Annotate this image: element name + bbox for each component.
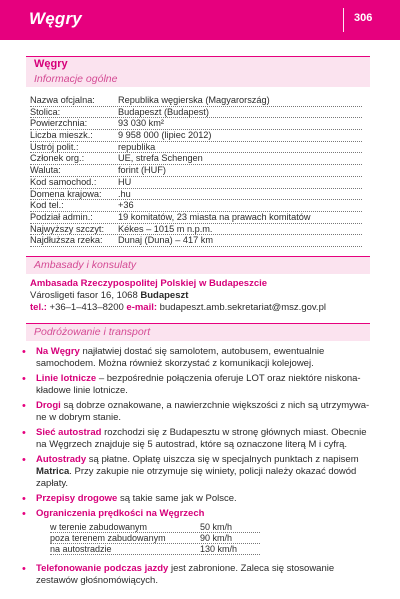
speed-limit-row xyxy=(50,533,260,544)
info-value: Budapeszt (Budapest) xyxy=(118,106,209,117)
info-row xyxy=(30,130,362,142)
info-row xyxy=(30,177,362,189)
info-label: Waluta: xyxy=(30,165,61,176)
bullet-highlight-2: Matrica xyxy=(36,466,70,477)
embassy-box xyxy=(26,256,370,274)
bullet-text: są dobrze oznakowane, a nawierzchnie większości z nich są utrzymywa-ne w dobrym stanie. xyxy=(36,400,370,423)
bullet-text: są płatne. Opłatę uiszcza się w specjalnych punktach z napisem xyxy=(86,454,359,465)
speed-limits-table xyxy=(50,522,260,555)
info-value: Republika węgierska (Magyarország) xyxy=(118,95,270,105)
bullet-icon: • xyxy=(22,454,26,466)
tel-value: +36–1–413–8200 xyxy=(46,302,127,313)
info-label: Domena krajowa: xyxy=(30,188,102,199)
transport-bullet xyxy=(22,373,372,397)
info-row xyxy=(30,165,362,177)
bullet-highlight: Na Węgry xyxy=(36,346,80,357)
address-city: Budapeszt xyxy=(140,290,189,301)
bullet-icon: • xyxy=(22,427,26,439)
info-value: 19 komitatów, 23 miasta na prawach komitatów xyxy=(118,211,311,222)
speed-limit-value: 90 km/h xyxy=(200,533,233,543)
info-row xyxy=(30,118,362,130)
info-label: Stolica: xyxy=(30,106,61,117)
info-label: Najwyższy szczyt: xyxy=(30,223,105,234)
bullet-text: – bezpośrednie połączenia oferuje LOT oraz niektóre niskona-kładowe linie lotnicze. xyxy=(36,373,361,396)
transport-bullet xyxy=(22,427,372,451)
info-row xyxy=(30,107,362,119)
bullet-icon: • xyxy=(22,493,26,505)
bullet-text: najłatwiej dostać się samolotem, autobusem, ewentualnie samochodem. Można również skorzystać z komunikacji kolejowej. xyxy=(36,346,325,369)
bullet-icon: • xyxy=(22,563,26,575)
info-label: Najdłuższa rzeka: xyxy=(30,235,103,246)
transport-bullet xyxy=(22,454,372,490)
transport-box xyxy=(26,323,370,341)
speed-limit-label: w terenie zabudowanym xyxy=(50,522,148,532)
info-value: republika xyxy=(118,141,156,152)
bullet-highlight: Przepisy drogowe xyxy=(36,493,118,504)
email-label: e-mail: xyxy=(126,302,158,313)
bullet-icon: • xyxy=(22,346,26,358)
info-row xyxy=(30,212,362,224)
transport-bullet xyxy=(22,346,372,370)
address-street: Városligeti fasor 16, 1068 xyxy=(30,290,141,301)
info-row xyxy=(30,200,362,212)
tel-label: tel.: xyxy=(30,302,47,313)
info-row xyxy=(30,142,362,154)
bullet-highlight: Linie lotnicze xyxy=(36,373,97,384)
page-number: 306 xyxy=(354,12,373,24)
bullet-text: są takie same jak w Polsce. xyxy=(117,493,237,504)
speed-limit-value: 50 km/h xyxy=(200,522,233,532)
bullet-icon: • xyxy=(22,508,26,520)
bullet-highlight: Sieć autostrad xyxy=(36,427,102,438)
info-label: Liczba mieszk.: xyxy=(30,130,93,141)
embassy-address xyxy=(30,290,370,302)
header-title: Węgry xyxy=(29,9,82,28)
transport-bullet xyxy=(22,508,372,555)
speed-limit-label: poza terenem zabudowanym xyxy=(50,533,166,543)
bullet-text-2: . Przy zakupie nie otrzymuje się winiety, policji należy okazać dowód zapłaty. xyxy=(36,466,357,489)
speed-limit-label: na autostradzie xyxy=(50,544,112,554)
info-value: .hu xyxy=(118,188,131,199)
info-label: Powierzchnia: xyxy=(30,118,88,129)
speed-limit-row xyxy=(50,544,260,555)
info-row xyxy=(30,235,362,247)
info-value: HU xyxy=(118,176,132,187)
info-value: forint (HUF) xyxy=(118,165,166,176)
speed-limit-row xyxy=(50,522,260,533)
general-info-box xyxy=(26,56,370,87)
info-label: Kod samochod.: xyxy=(30,176,97,187)
transport-bullet xyxy=(22,493,372,505)
info-row xyxy=(30,189,362,201)
info-value: +36 xyxy=(118,200,134,211)
bullet-highlight: Telefonowanie podczas jazdy xyxy=(36,563,169,574)
transport-list xyxy=(22,346,372,590)
info-label: Nazwa ofcjalna: xyxy=(30,95,95,105)
bullet-icon: • xyxy=(22,373,26,385)
info-row xyxy=(30,95,362,107)
email-value: budapeszt.amb.sekretariat@msz.gov.pl xyxy=(157,302,326,313)
info-row xyxy=(30,153,362,165)
transport-bullet xyxy=(22,400,372,424)
info-value: 9 958 000 (lipiec 2012) xyxy=(118,130,212,141)
embassy-contact xyxy=(30,302,370,314)
section-heading-embassies: Ambasady i konsulaty xyxy=(34,259,137,271)
info-label: Podział admin.: xyxy=(30,211,93,222)
info-value: 93 030 km² xyxy=(118,118,164,129)
embassy-name: Ambasada Rzeczypospolitej Polskiej w Budapeszcie xyxy=(30,278,268,289)
section-heading-general: Informacje ogólne xyxy=(34,73,118,85)
country-heading: Węgry xyxy=(34,58,68,70)
transport-bullet xyxy=(22,563,372,587)
bullet-icon: • xyxy=(22,400,26,412)
bullet-highlight: Drogi xyxy=(36,400,61,411)
info-value: Dunaj (Duna) – 417 km xyxy=(118,235,213,246)
page-header xyxy=(0,0,400,40)
speed-limit-value: 130 km/h xyxy=(200,544,238,554)
info-row xyxy=(30,224,362,236)
bullet-highlight: Ograniczenia prędkości na Węgrzech xyxy=(36,508,205,519)
header-separator xyxy=(343,8,344,32)
info-label: Kod tel.: xyxy=(30,200,64,211)
bullet-text: rozchodzi się z Budapesztu w stronę głównych miast. Obecnie na Węgrzech znajduje się 5 autostrad, które są oznaczone literą M i cyfrą. xyxy=(36,427,367,450)
info-value: Kékes – 1015 m n.p.m. xyxy=(118,223,213,234)
info-value: UE, strefa Schengen xyxy=(118,153,203,164)
info-label: Członek org.: xyxy=(30,153,85,164)
section-heading-transport: Podróżowanie i transport xyxy=(34,326,151,338)
info-table xyxy=(30,95,362,247)
bullet-highlight: Autostrady xyxy=(36,454,87,465)
bullet-text: jest zabronione. Zaleca się stosowanie zestawów głośnomówiących. xyxy=(36,563,335,586)
embassy-details xyxy=(30,278,370,314)
info-label: Ustrój polit.: xyxy=(30,141,79,152)
